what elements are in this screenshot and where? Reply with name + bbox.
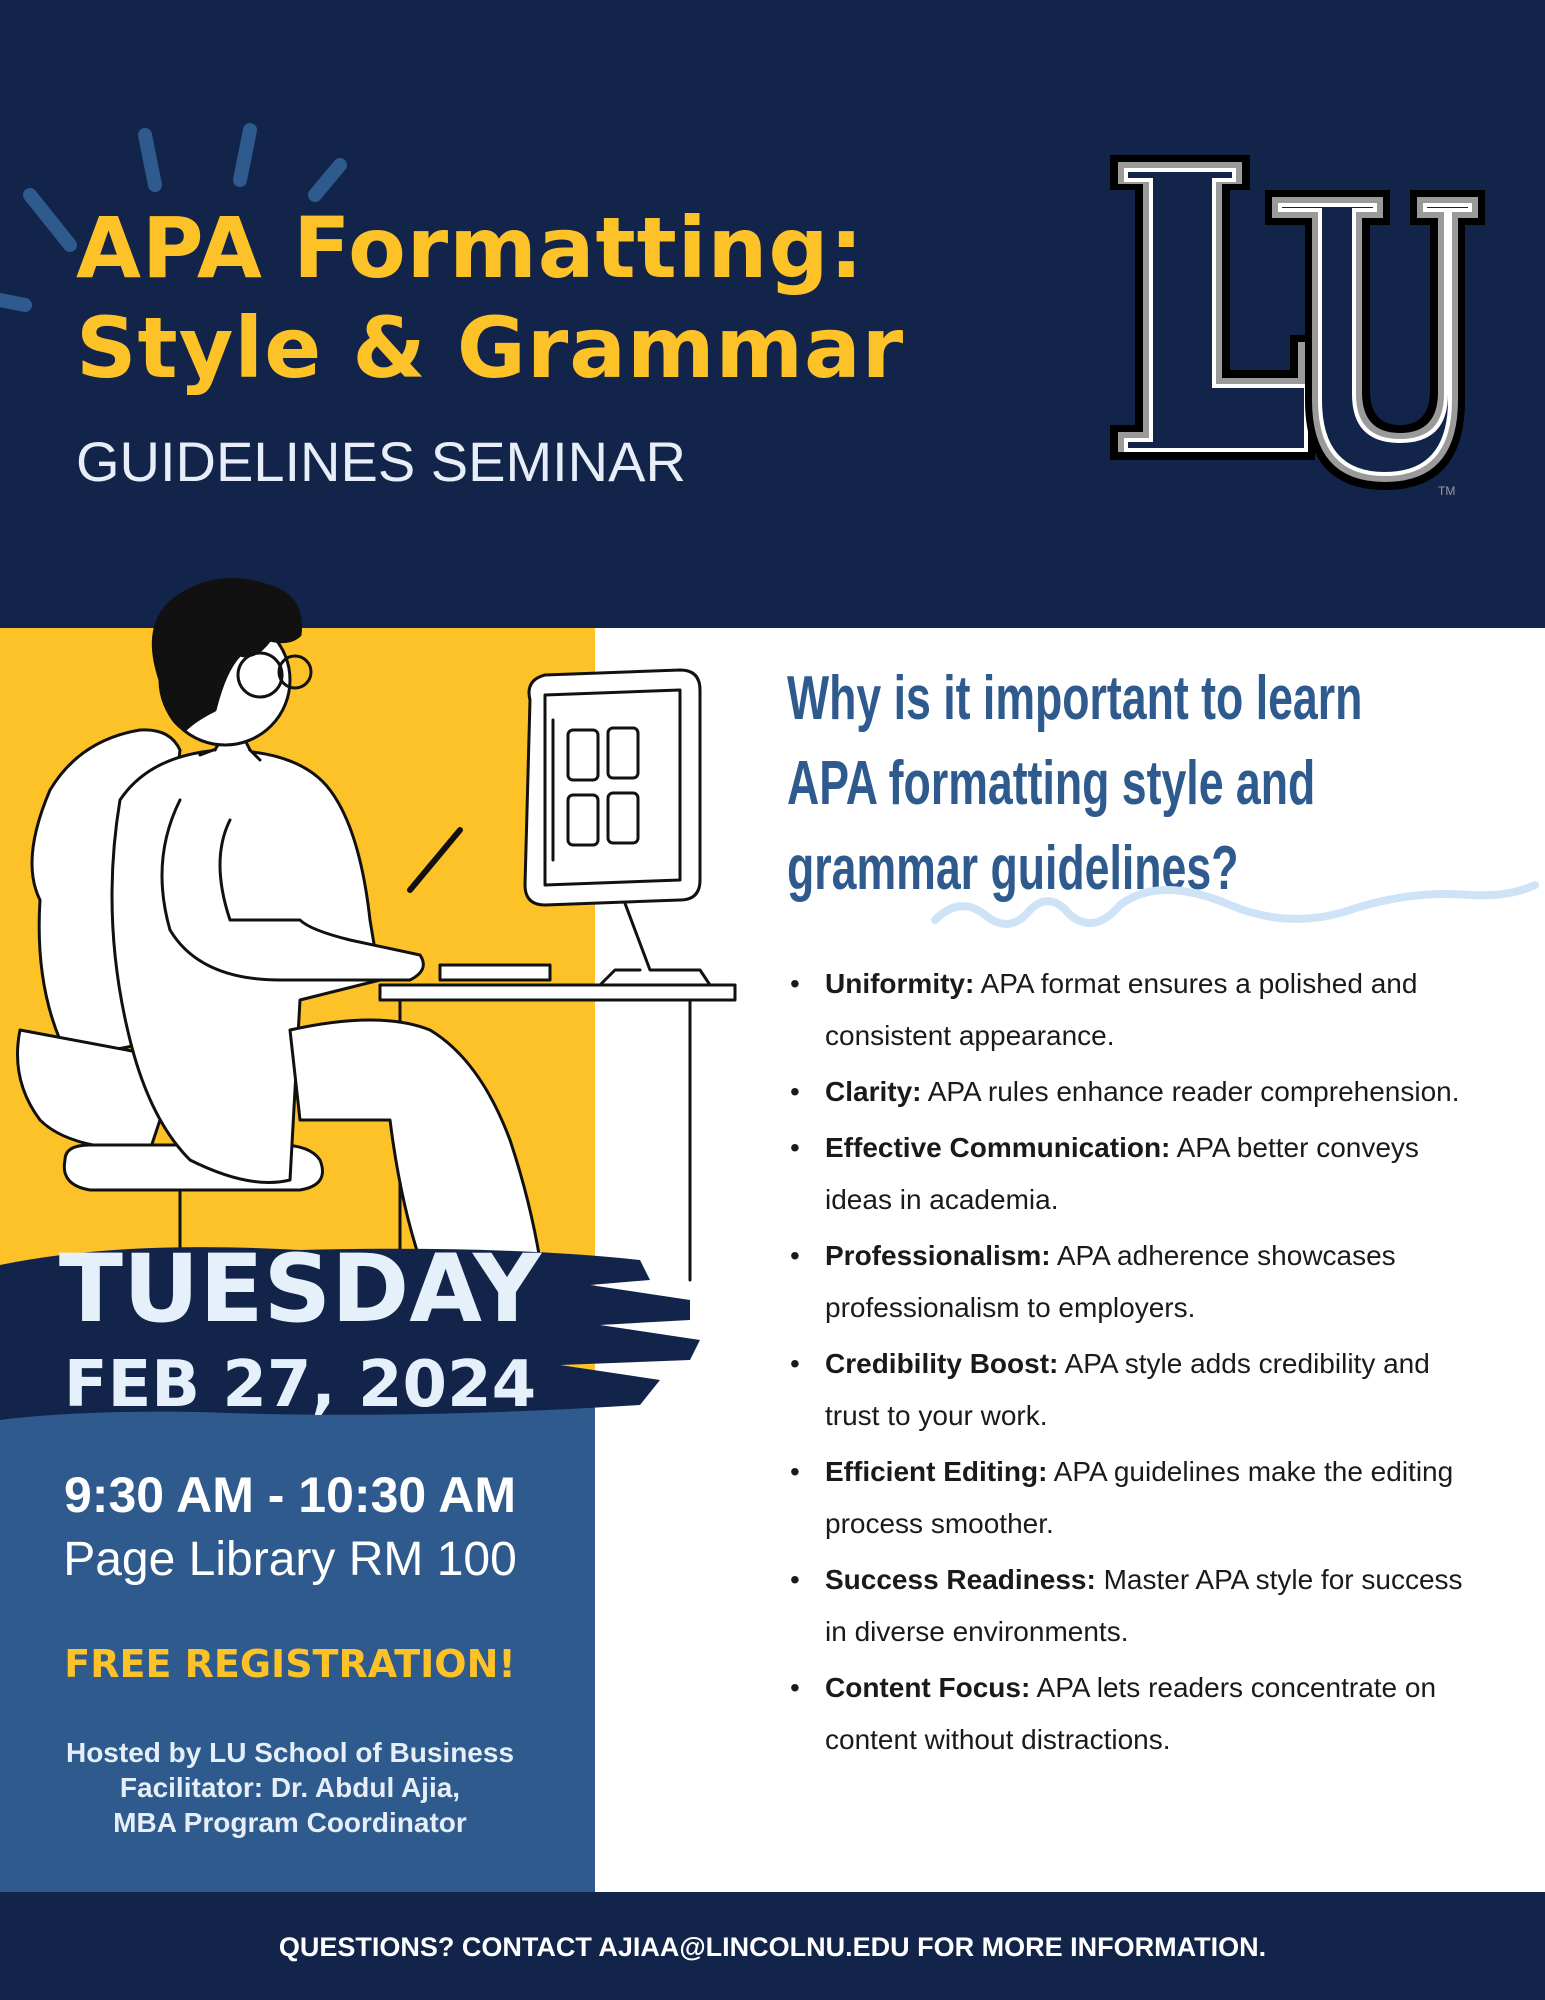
- benefit-text: APA lets readers concentrate on content without distractions.: [825, 1672, 1437, 1755]
- facilitator-title-line: MBA Program Coordinator: [113, 1807, 467, 1838]
- benefit-term: Effective Communication:: [825, 1132, 1171, 1163]
- benefit-text: APA guidelines make the editing process smoother.: [825, 1456, 1454, 1539]
- list-item: [790, 1662, 1490, 1766]
- benefits-list: [790, 958, 1490, 1770]
- list-item: [790, 1066, 1490, 1118]
- title-line-1: APA Formatting:: [76, 199, 865, 297]
- benefit-text: APA adherence showcases professionalism to employers.: [825, 1240, 1396, 1323]
- free-registration-label: FREE REGISTRATION!: [64, 1642, 516, 1686]
- benefit-text: Master APA style for success in diverse environments.: [825, 1564, 1463, 1647]
- bullet-icon: •: [790, 1240, 800, 1271]
- question-heading-line-2: APA formatting style and: [787, 749, 1316, 818]
- benefit-text: APA style adds credibility and trust to your work.: [825, 1348, 1430, 1431]
- bullet-icon: •: [790, 1132, 800, 1163]
- bullet-icon: •: [790, 968, 800, 999]
- benefit-text: APA format ensures a polished and consistent appearance.: [825, 968, 1418, 1051]
- benefit-term: Success Readiness:: [825, 1564, 1096, 1595]
- list-item: [790, 1338, 1490, 1442]
- bullet-icon: •: [790, 1456, 800, 1487]
- event-day: TUESDAY: [58, 1235, 542, 1344]
- event-date: FEB 27, 2024: [63, 1348, 537, 1422]
- benefit-term: Professionalism:: [825, 1240, 1051, 1271]
- question-heading-line-1: Why is it important to learn: [787, 664, 1363, 733]
- host-line: Hosted by LU School of Business: [65, 1737, 515, 1768]
- question-heading-line-3: grammar guidelines?: [787, 834, 1239, 903]
- bullet-icon: •: [790, 1348, 800, 1379]
- list-item: [790, 1446, 1490, 1550]
- squiggle-decoration: [930, 865, 1540, 945]
- bullet-icon: •: [790, 1564, 800, 1595]
- list-item: [790, 958, 1490, 1062]
- contact-line: QUESTIONS? CONTACT AJIAA@LINCOLNU.EDU FOR MORE INFORMATION.: [278, 1932, 1267, 1962]
- benefit-term: Content Focus:: [825, 1672, 1031, 1703]
- facilitator-line: Facilitator: Dr. Abdul Ajia,: [119, 1772, 461, 1803]
- event-time: 9:30 AM - 10:30 AM: [64, 1467, 516, 1523]
- benefit-text: APA better conveys ideas in academia.: [825, 1132, 1419, 1215]
- trademark-mark: TM: [1438, 484, 1456, 498]
- benefit-term: Efficient Editing:: [825, 1456, 1048, 1487]
- benefit-term: Clarity:: [825, 1076, 922, 1107]
- person-at-computer-illustration: [0, 560, 740, 1320]
- benefit-text: APA rules enhance reader comprehension.: [921, 1076, 1460, 1107]
- title-line-2: Style & Grammar: [76, 299, 905, 397]
- lu-logo: [1100, 150, 1490, 500]
- event-location: Page Library RM 100: [63, 1533, 517, 1586]
- list-item: [790, 1230, 1490, 1334]
- benefit-term: Credibility Boost:: [825, 1348, 1059, 1379]
- list-item: [790, 1554, 1490, 1658]
- seminar-subtitle: GUIDELINES SEMINAR: [76, 430, 686, 493]
- bullet-icon: •: [790, 1076, 800, 1107]
- bullet-icon: •: [790, 1672, 800, 1703]
- list-item: [790, 1122, 1490, 1226]
- benefit-term: Uniformity:: [825, 968, 975, 999]
